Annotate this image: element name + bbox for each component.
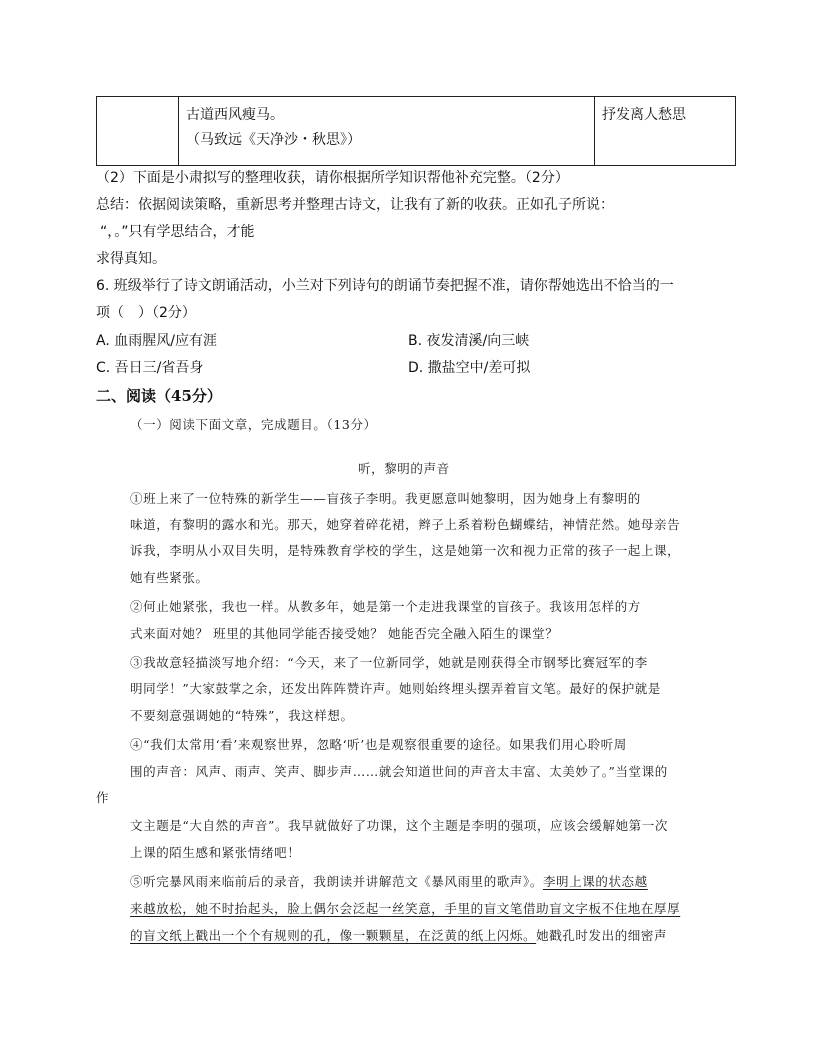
- q6-option-a: A. 血雨腥风/应有涯: [96, 333, 217, 349]
- underlined-line: 来越放松，她不时抬起头，脸上偶尔会泛起一丝笑意，手里的盲文笔借助盲文字板不住地在厚厚: [130, 901, 681, 916]
- section-heading: 二、阅读（45分）: [96, 387, 222, 405]
- article-line: 味道，有黎明的露水和光。那天，她穿着碎花裙，辫子上系着粉色蝴蝶结，神情茫然。她母亲告: [130, 517, 681, 532]
- article-line: ③我故意轻描淡写地介绍：“今天，来了一位新同学，她就是刚获得全市钢琴比赛冠军的李: [130, 655, 648, 670]
- article-line: [130, 872, 648, 892]
- table-cell-poem: [179, 97, 595, 165]
- q6-prompt-line1: 6. 班级举行了诗文朗诵活动，小兰对下列诗句的朗诵节奏把握不准，请你帮她选出不恰当的一: [96, 278, 674, 294]
- article-text: 她戳孔时发出的细密声: [536, 928, 668, 943]
- article-line: ②何止她紧张，我也一样。从教多年，她是第一个走进我课堂的盲孩子。我该用怎样的方: [130, 599, 641, 614]
- underlined-text: 李明上课的状态越: [542, 874, 648, 889]
- q6-option-d: D. 撒盐空中/差可拟: [408, 360, 531, 376]
- poem-source: （马致远《天净沙・秋思》）: [186, 132, 361, 148]
- article-line: 她有些紧张。: [130, 570, 209, 585]
- article-line: 不要刻意强调她的“特殊”，我这样想。: [130, 708, 354, 723]
- q6-option-b: B. 夜发清溪/向三峡: [408, 333, 530, 349]
- table-cell-empty: [97, 97, 179, 165]
- q2-summary-line2: “，。”只有学思结合，才能: [100, 224, 255, 240]
- article-line: [130, 926, 667, 946]
- article-text: ⑤听完暴风雨来临前后的录音，我朗读并讲解范文《暴风雨里的歌声》。: [130, 874, 543, 889]
- article-line: 上课的陌生感和紧张情绪吧！: [130, 845, 301, 860]
- q2-summary-line3: 求得真知。: [96, 251, 166, 267]
- article-line: 明同学！”大家鼓掌之余，还发出阵阵赞许声。她则始终埋头摆弄着盲文笔。最好的保护就是: [130, 681, 661, 696]
- underlined-text: 的盲文纸上戳出一个个有规则的孔，像一颗颗星，在泛黄的纸上闪烁。: [130, 928, 537, 943]
- q2-summary-line1: 总结：依据阅读策略，重新思考并整理古诗文，让我有了新的收获。正如孔子所说：: [96, 197, 614, 213]
- poem-table-fragment: [96, 96, 736, 166]
- article-title: 听，黎明的声音: [358, 461, 450, 476]
- table-cell-emotion: 抒发离人愁思: [602, 107, 686, 123]
- article-line: 文主题是“大自然的声音”。我早就做好了功课，这个主题是李明的强项，应该会缓解她第一次: [130, 818, 668, 833]
- reading-sub-heading: （一）阅读下面文章，完成题目。（13分）: [130, 417, 377, 432]
- q6-prompt-line2: 项（ ）（2分）: [96, 305, 196, 321]
- article-line: ④“我们太常用‘看’来观察世界，忽略‘听’也是观察很重要的途径。如果我们用心聆听周: [130, 737, 627, 752]
- poem-line: 古道西风瘦马。: [186, 107, 284, 123]
- article-line: 围的声音：风声、雨声、笑声、脚步声……就会知道世间的声音太丰富、太美妙了。”当堂课的: [130, 764, 668, 779]
- article-line: 作: [96, 790, 110, 805]
- article-line: 诉我，李明从小双目失明，是特殊教育学校的学生，这是她第一次和视力正常的孩子一起上课，: [130, 543, 681, 558]
- article-line: 式来面对她？ 班里的其他同学能否接受她？ 她能否完全融入陌生的课堂？: [130, 626, 559, 641]
- article-line: ①班上来了一位特殊的新学生——盲孩子李明。我更愿意叫她黎明，因为她身上有黎明的: [130, 491, 641, 506]
- q6-option-c: C. 吾日三/省吾身: [96, 360, 204, 376]
- q2-prompt: （2）下面是小肃拟写的整理收获，请你根据所学知识帮他补充完整。（2分）: [96, 170, 569, 186]
